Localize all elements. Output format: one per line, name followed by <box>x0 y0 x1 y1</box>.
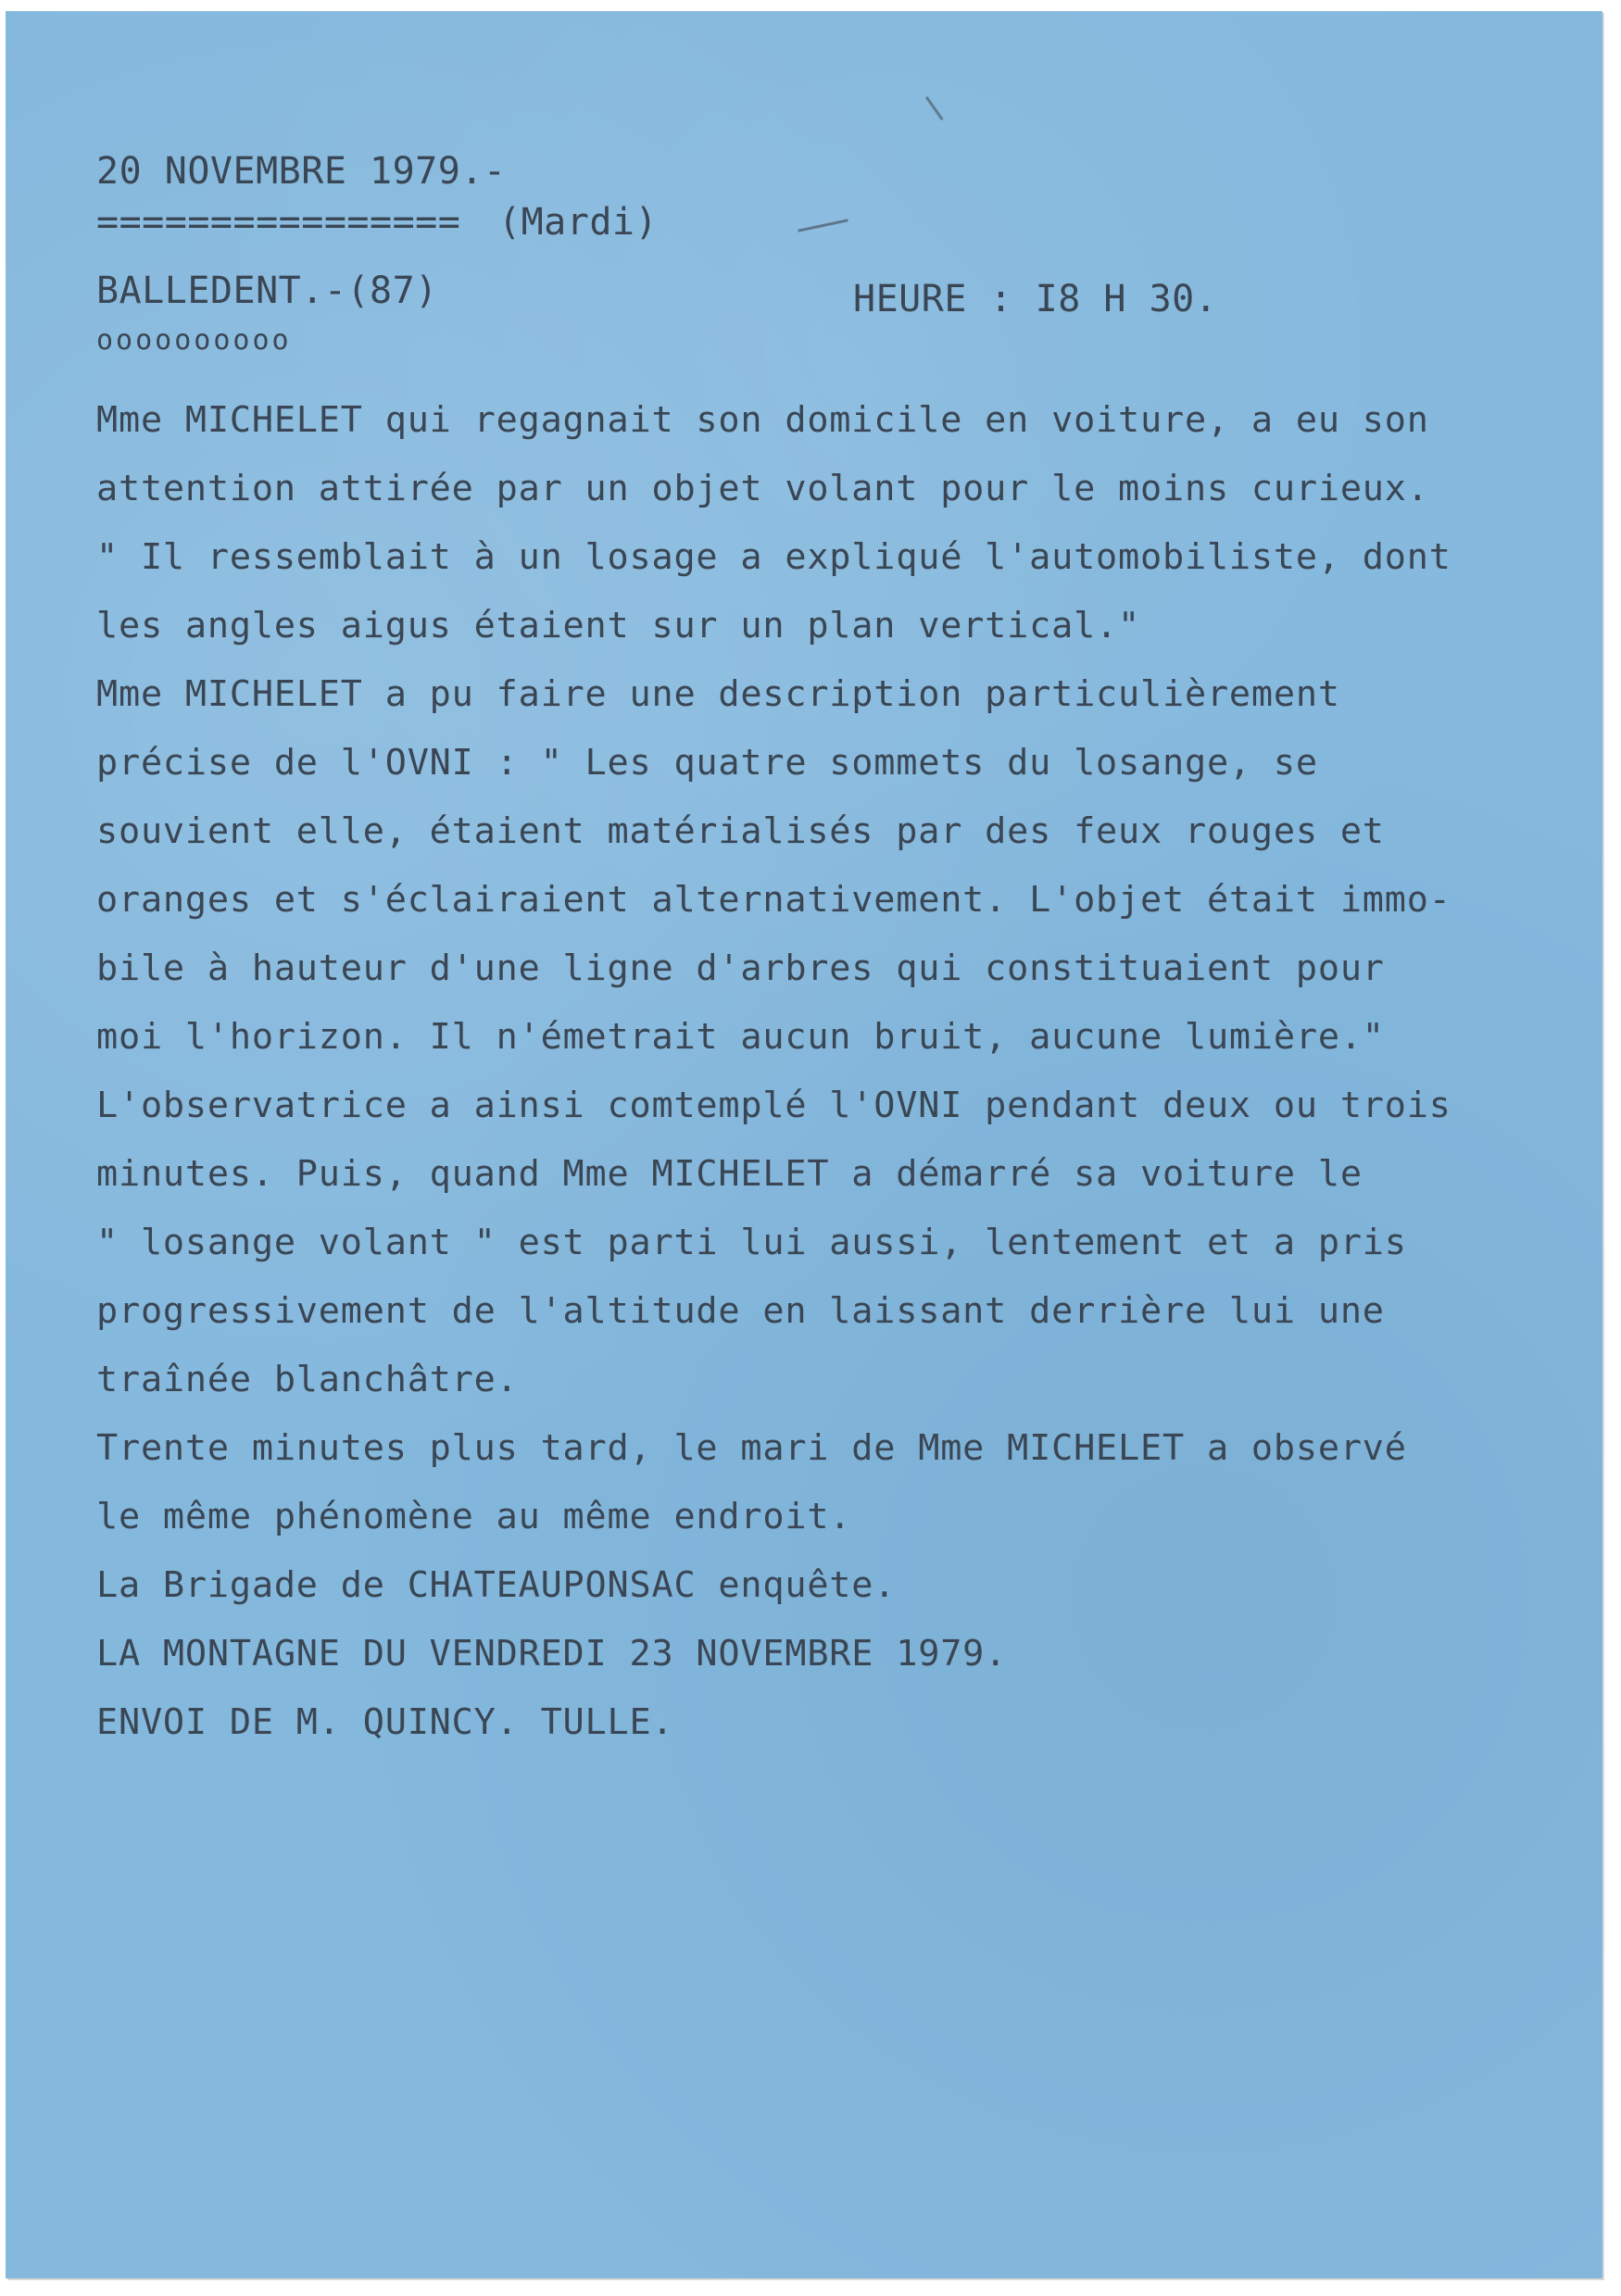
text-line: minutes. Puis, quand Mme MICHELET a démarré sa voiture le <box>96 1153 1363 1195</box>
text-line: le même phénomène au même endroit. <box>96 1496 852 1537</box>
text-line: La Brigade de CHATEAUPONSAC enquête. <box>96 1564 897 1606</box>
date-underline: ================ <box>96 201 461 244</box>
sender-line: ENVOI DE M. QUINCY. TULLE. <box>96 1701 674 1743</box>
source-line: LA MONTAGNE DU VENDREDI 23 NOVEMBRE 1979. <box>96 1633 1008 1675</box>
text-line: oranges et s'éclairaient alternativement. L'objet était immo- <box>96 879 1451 921</box>
text-line: Mme MICHELET a pu faire une description particulièrement <box>96 673 1340 715</box>
text-line: les angles aigus étaient sur un plan vertical." <box>96 605 1141 646</box>
text-line: moi l'horizon. Il n'émetrait aucun bruit, aucune lumière." <box>96 1016 1385 1058</box>
text-line: L'observatrice a ainsi comtemplé l'OVNI pendant deux ou trois <box>96 1085 1451 1126</box>
text-line: " losange volant " est parti lui aussi, lentement et a pris <box>96 1222 1407 1263</box>
text-line: Trente minutes plus tard, le mari de Mme MICHELET a observé <box>96 1427 1407 1469</box>
typewritten-page <box>6 11 1602 2278</box>
report-body <box>96 386 1597 1757</box>
location-underline-dots: oooooooooo <box>96 324 292 357</box>
text-line: attention attirée par un objet volant pour le moins curieux. <box>96 468 1429 509</box>
pen-dash <box>798 219 848 232</box>
pen-mark <box>925 89 954 120</box>
time: HEURE : I8 H 30. <box>853 278 1218 320</box>
location: BALLEDENT.-(87) <box>96 270 438 312</box>
text-line: souvient elle, étaient matérialisés par des feux rouges et <box>96 810 1385 852</box>
text-line: bile à hauteur d'une ligne d'arbres qui constituaient pour <box>96 947 1385 989</box>
report-date: 20 NOVEMBRE 1979.- <box>96 150 507 193</box>
weekday: (Mardi) <box>498 201 659 244</box>
text-line: précise de l'OVNI : " Les quatre sommets du losange, se <box>96 742 1318 784</box>
text-line: progressivement de l'altitude en laissant derrière lui une <box>96 1290 1385 1332</box>
text-line: " Il ressemblait à un losage a expliqué l'automobiliste, dont <box>96 536 1451 578</box>
text-line: traînée blanchâtre. <box>96 1359 519 1400</box>
text-line: Mme MICHELET qui regagnait son domicile en voiture, a eu son <box>96 399 1429 441</box>
